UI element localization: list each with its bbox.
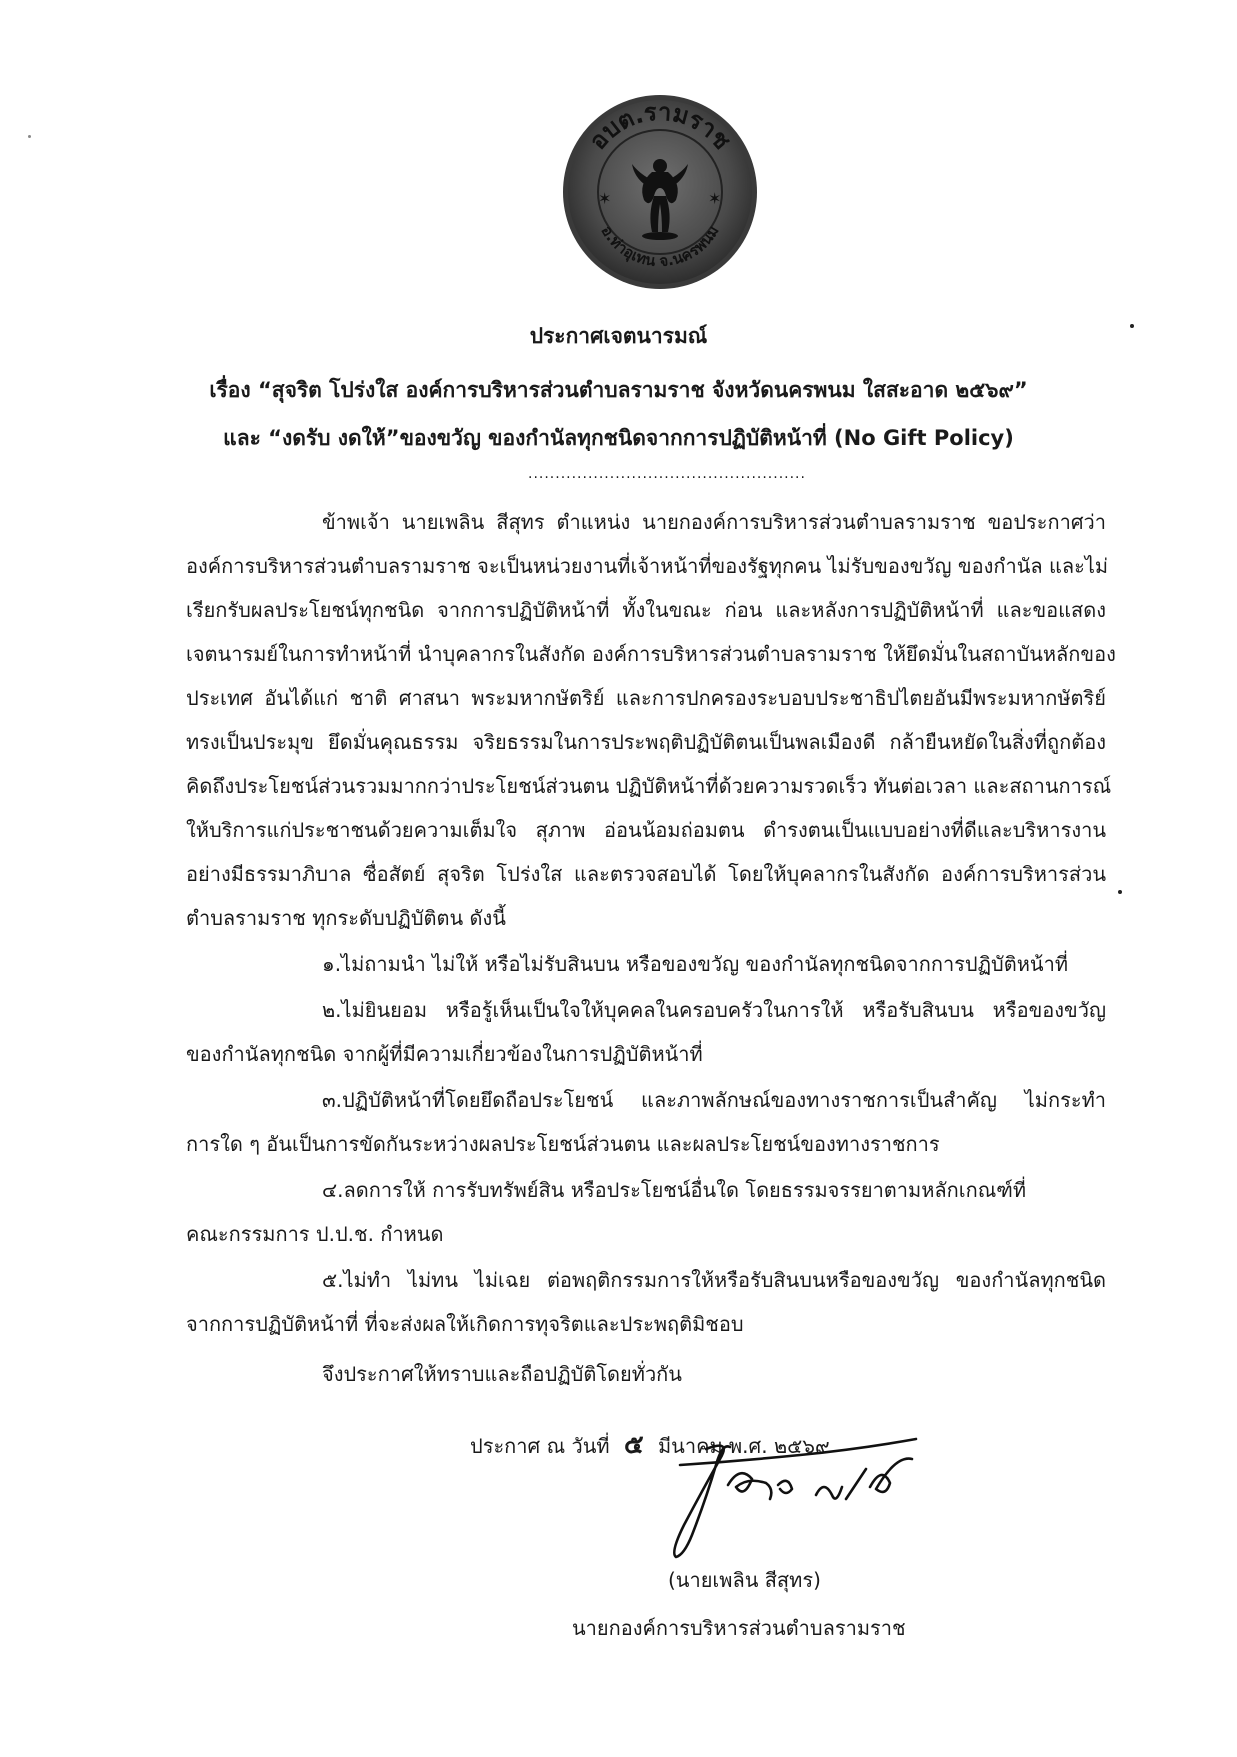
document-subject-continued: และ “งดรับ งดให้”ของขวัญ ของกำนัลทุกชนิดจากการปฏิบัติหน้าที่ (No Gift Policy) xyxy=(223,426,1014,450)
date-month-year: มีนาคม พ.ศ. ๒๕๖๙ xyxy=(657,1434,830,1458)
seal-emblem-icon xyxy=(560,92,760,292)
item-4-continued: คณะกรรมการ ป.ป.ช. กำหนด xyxy=(186,1222,444,1246)
intro-line-10: ตำบลรามราช ทุกระดับปฏิบัติตน ดังนี้ xyxy=(186,906,506,930)
official-seal xyxy=(560,92,760,292)
item-2: ๒.ไม่ยินยอม หรือรู้เห็นเป็นใจให้บุคคลในครอบครัวในการให้ หรือรับสินบน หรือของขวัญ xyxy=(322,998,1106,1022)
scan-speck xyxy=(1118,890,1122,894)
scan-speck xyxy=(28,135,31,138)
item-2-continued: ของกำนัลทุกชนิด จากผู้ที่มีความเกี่ยวข้องในการปฏิบัติหน้าที่ xyxy=(186,1042,703,1066)
item-3: ๓.ปฏิบัติหน้าที่โดยยึดถือประโยชน์ และภาพลักษณ์ของทางราชการเป็นสำคัญ ไม่กระทำ xyxy=(322,1088,1106,1112)
intro-line-4: เจตนารมย์ในการทำหน้าที่ นำบุคลากรในสังกัด องค์การบริหารส่วนตำบลรามราช ให้ยึดมั่นในสถาบันหลักของ xyxy=(186,642,1116,666)
svg-text:อ.ท่าอุเทน จ.นครพนม: อ.ท่าอุเทน จ.นครพนม xyxy=(597,222,723,271)
item-3-continued: การใด ๆ อันเป็นการขัดกันระหว่างผลประโยชน์ส่วนตน และผลประโยชน์ของทางราชการ xyxy=(186,1132,940,1156)
signer-name: (นายเพลิน สีสุทร) xyxy=(668,1568,821,1592)
signer-position: นายกองค์การบริหารส่วนตำบลรามราช xyxy=(572,1616,906,1640)
intro-line-8: ให้บริการแก่ประชาชนด้วยความเต็มใจ สุภาพ อ่อนน้อมถ่อมตน ดำรงตนเป็นแบบอย่างที่ดีและบริหารงาน xyxy=(186,818,1106,842)
intro-line-9: อย่างมีธรรมาภิบาล ซื่อสัตย์ สุจริต โปร่งใส และตรวจสอบได้ โดยให้บุคลากรในสังกัด องค์การบริหารส่วน xyxy=(186,862,1106,886)
item-5: ๕.ไม่ทำ ไม่ทน ไม่เฉย ต่อพฤติกรรมการให้หรือรับสินบนหรือของขวัญ ของกำนัลทุกชนิด xyxy=(322,1268,1106,1292)
handwritten-signature xyxy=(620,1425,940,1565)
date-day: ๕ xyxy=(623,1430,644,1460)
date-prefix: ประกาศ ณ วันที่ xyxy=(470,1434,610,1458)
intro-line-2: องค์การบริหารส่วนตำบลรามราช จะเป็นหน่วยงานที่เจ้าหน้าที่ของรัฐทุกคน ไม่รับของขวัญ ของกำนัล และไม่ xyxy=(186,554,1109,578)
intro-line-3: เรียกรับผลประโยชน์ทุกชนิด จากการปฏิบัติหน้าที่ ทั้งในขณะ ก่อน และหลังการปฏิบัติหน้าที่ และขอแสดง xyxy=(186,598,1106,622)
closing-statement: จึงประกาศให้ทราบและถือปฏิบัติโดยทั่วกัน xyxy=(322,1362,682,1386)
intro-line-6: ทรงเป็นประมุข ยึดมั่นคุณธรรม จริยธรรมในการประพฤติปฏิบัติตนเป็นพลเมืองดี กล้ายืนหยัดในสิ่งที่ถูกต้อง xyxy=(186,730,1106,754)
intro-line-5: ประเทศ อันได้แก่ ชาติ ศาสนา พระมหากษัตริย์ และการปกครองระบอบประชาธิปไตยอันมีพระมหากษัตริย์ xyxy=(186,686,1106,710)
svg-text:อบต.รามราช: อบต.รามราช xyxy=(583,97,737,155)
separator-line: ................................................... xyxy=(528,466,806,482)
item-5-continued: จากการปฏิบัติหน้าที่ ที่จะส่งผลให้เกิดการทุจริตและประพฤติมิชอบ xyxy=(186,1312,744,1336)
scan-speck xyxy=(1130,324,1134,328)
intro-line-7: คิดถึงประโยชน์ส่วนรวมมากกว่าประโยชน์ส่วนตน ปฏิบัติหน้าที่ด้วยความรวดเร็ว ทันต่อเวลา และสถานการณ์ xyxy=(186,774,1112,798)
signature-icon xyxy=(620,1425,940,1565)
document-subject: เรื่อง “สุจริต โปร่งใส องค์การบริหารส่วนตำบลรามราช จังหวัดนครพนม ใสสะอาด ๒๕๖๙” xyxy=(209,378,1028,402)
intro-line-1: ข้าพเจ้า นายเพลิน สีสุทร ตำแหน่ง นายกองค์การบริหารส่วนตำบลรามราช ขอประกาศว่า xyxy=(322,510,1106,534)
document-title: ประกาศเจตนารมณ์ xyxy=(529,324,708,348)
svg-text:✶: ✶ xyxy=(598,189,612,208)
svg-text:✶: ✶ xyxy=(708,189,722,208)
item-4: ๔.ลดการให้ การรับทรัพย์สิน หรือประโยชน์อื่นใด โดยธรรมจรรยาตามหลักเกณฑ์ที่ xyxy=(322,1178,1027,1202)
item-1: ๑.ไม่ถามนำ ไม่ให้ หรือไม่รับสินบน หรือของขวัญ ของกำนัลทุกชนิดจากการปฏิบัติหน้าที่ xyxy=(322,952,1068,976)
